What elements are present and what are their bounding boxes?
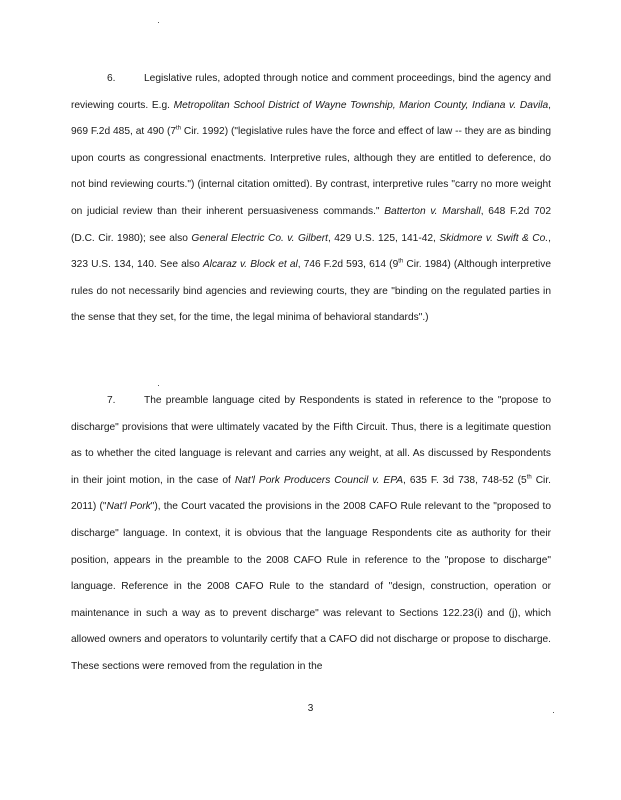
scan-speck <box>158 22 159 23</box>
case-citation: Alcaraz v. Block et al <box>202 259 298 271</box>
text-run: The preamble language cited by Respondents is stated in reference to the "propose to discharge" provisions that were ultimately vacated by the Fifth Circuit. Thus, there is a legitimate question as to whether the cited language is relevant and carries any weight, at all. As discussed by Respondents in their joint motion, in the case of <box>71 395 551 486</box>
text-run: , 648 F.2d 702 (D.C. Cir. 1980); see also <box>71 205 551 244</box>
text-run: Cir. 1984) (Although interpretive rules do not necessarily bind agencies and reviewing courts, they are "binding on the regulated parties in the sense that they set, for the time, the legal minima of behavioral standards".) <box>71 259 551 324</box>
text-run: , 323 U.S. 134, 140. See also <box>71 232 551 271</box>
case-citation: Nat'l Pork <box>106 501 151 513</box>
text-run: "), the Court vacated the provisions in the 2008 CAFO Rule relevant to the "proposed to discharge" language. In context, it is obvious that the language Respondents cite as authority for their position, appears in the preamble to the 2008 CAFO Rule in reference to the "propose to discharge" language. Reference in the 2008 CAFO Rule to the standard of "design, construction, operation or maintenance in such a way as to prevent discharge" was relevant to Sections 122.23(i) and (j), which allowed owners and operators to voluntarily certify that a CAFO did not discharge or propose to discharge. These sections were removed from the regulation in the <box>71 501 552 672</box>
paragraph-number: 7. <box>107 395 116 406</box>
case-citation: General Electric Co. v. Gilbert <box>191 232 328 244</box>
paragraph-text <box>71 73 551 323</box>
ordinal-suffix: th <box>526 474 532 481</box>
scan-speck <box>158 385 159 386</box>
paragraph-6 <box>71 66 551 332</box>
ordinal-suffix: th <box>176 125 182 132</box>
text-run: Cir. 2011) (" <box>71 474 551 513</box>
text-run: Legislative rules, adopted through notice and comment proceedings, bind the agency and reviewing courts. E.g. <box>71 73 551 111</box>
text-run: , 969 F.2d 485, at 490 (7 <box>71 99 552 138</box>
paragraph-text <box>71 395 551 672</box>
text-run: , 746 F.2d 593, 614 (9 <box>297 259 399 271</box>
case-citation: Skidmore v. Swift & Co. <box>439 232 549 244</box>
text-run: Cir. 1992) ("legislative rules have the force and effect of law -- they are as binding upon courts as congressional enactments. Interpretive rules, although they are entitled to deference, do not bind reviewing courts.") (internal citation omitted). By contrast, interpretive rules "carry no more weight on judicial review than their inherent persuasiveness commands." <box>71 126 551 217</box>
ordinal-suffix: th <box>398 258 404 265</box>
page-number: 3 <box>307 703 314 714</box>
case-citation: Batterton v. Marshall <box>384 205 481 217</box>
paragraph-7 <box>71 388 551 681</box>
case-citation: Metropolitan School District of Wayne Township, Marion County, Indiana v. Davila <box>173 99 549 111</box>
text-run: , 429 U.S. 125, 141-42, <box>327 232 440 244</box>
paragraph-number: 6. <box>107 73 116 84</box>
case-citation: Nat'l Pork Producers Council v. EPA <box>234 474 404 486</box>
text-run: , 635 F. 3d 738, 748-52 (5 <box>403 474 527 486</box>
